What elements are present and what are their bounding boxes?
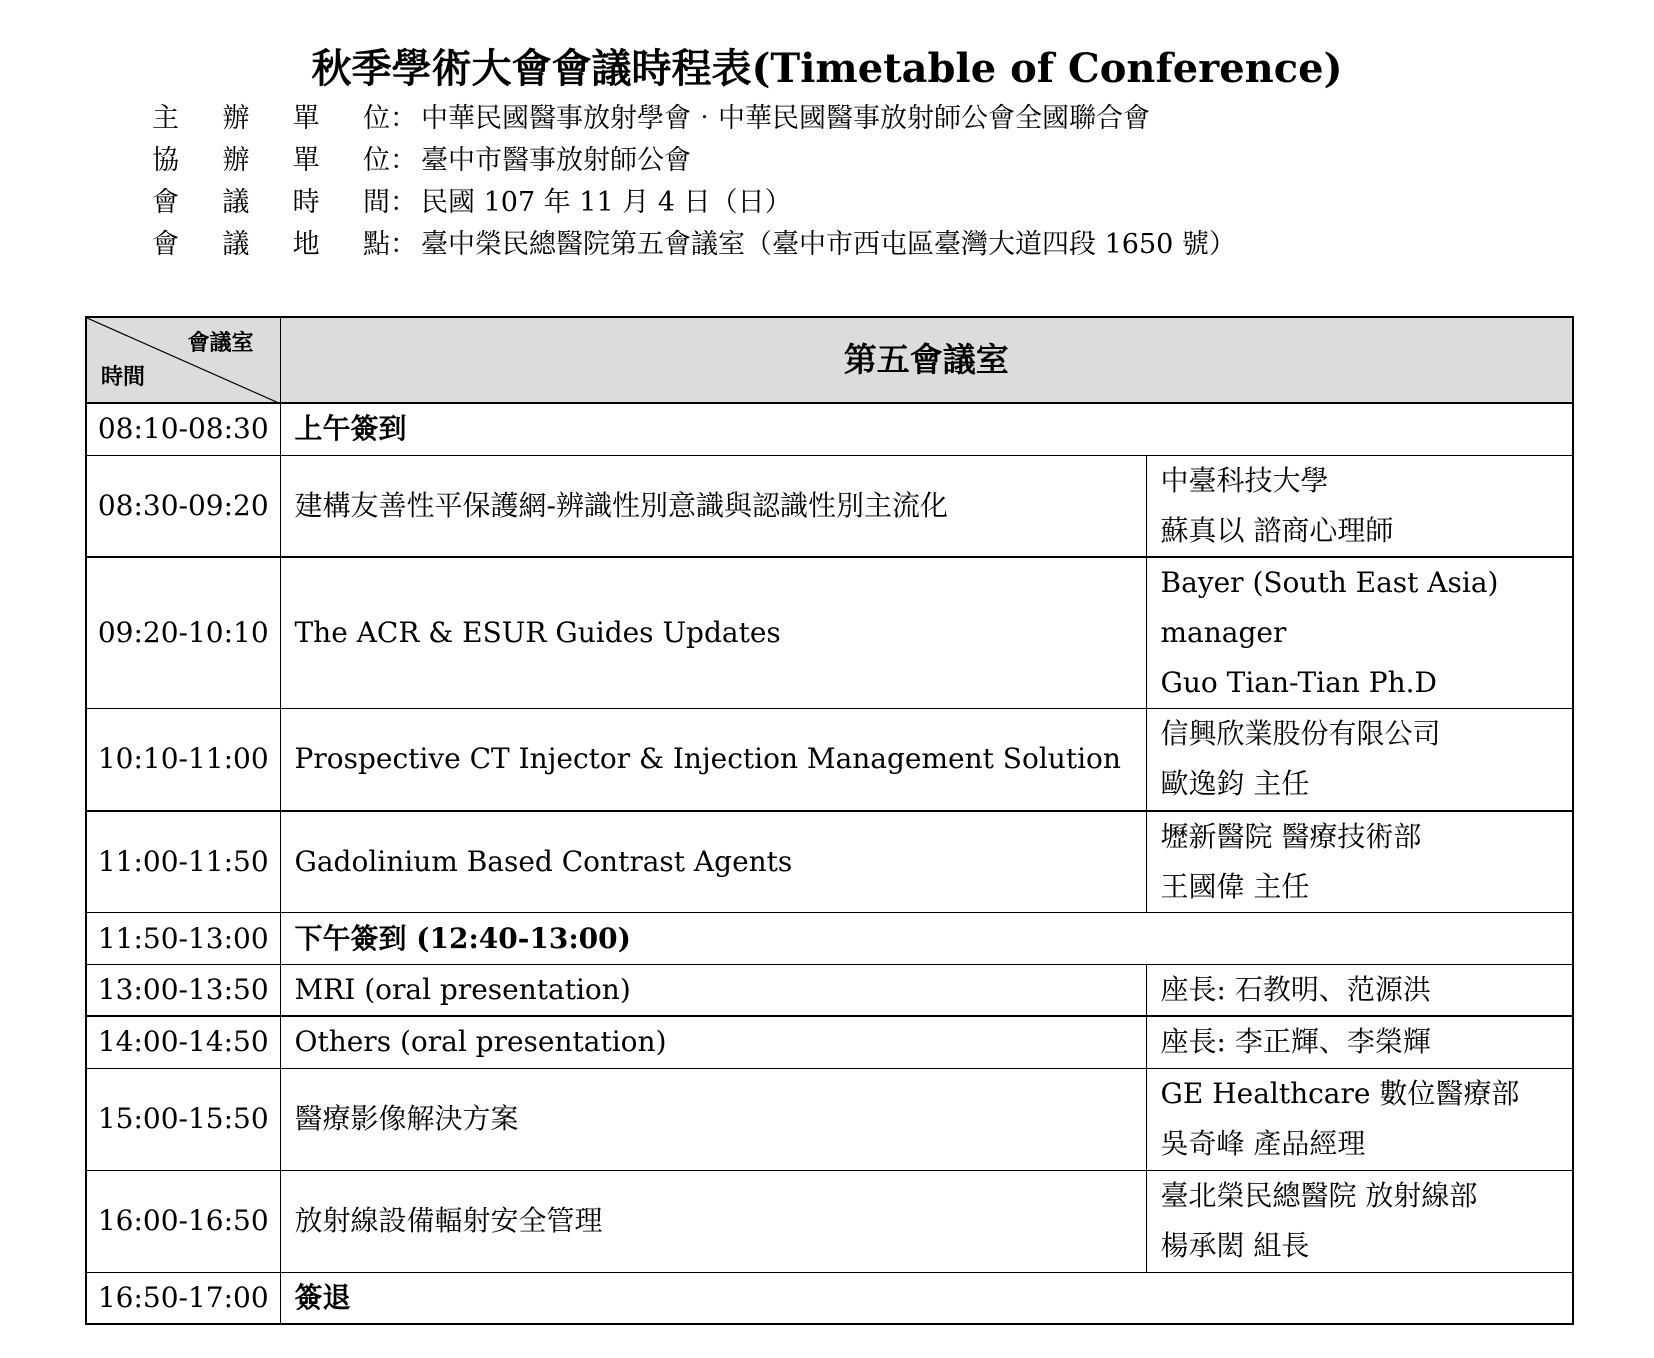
info-value: 臺中市醫事放射師公會 <box>421 145 691 176</box>
time-cell: 11:00-11:50 <box>86 811 280 913</box>
table-row <box>86 557 1573 709</box>
topic-cell: 下午簽到 (12:40-13:00) <box>280 913 1573 965</box>
corner-cell <box>86 317 280 403</box>
table-row <box>86 811 1573 913</box>
speaker-line: 信興欣業股份有限公司 <box>1160 717 1441 751</box>
info-row-venue <box>152 224 1236 266</box>
speaker-line: 歐逸鈞 主任 <box>1160 767 1310 801</box>
info-label: 協 辦 單 位 <box>152 145 390 176</box>
speaker-line: 王國偉 主任 <box>1160 869 1310 903</box>
timetable <box>85 316 1574 1325</box>
speaker-line: 壢新醫院 醫療技術部 <box>1160 819 1422 853</box>
speaker-line: GE Healthcare 數位醫療部 <box>1160 1077 1520 1110</box>
time-cell: 15:00-15:50 <box>86 1068 280 1170</box>
room-header: 第五會議室 <box>280 317 1573 403</box>
table-row <box>86 1170 1573 1272</box>
info-label: 會 議 時 間 <box>152 187 390 218</box>
speaker-line: 吳奇峰 產品經理 <box>1160 1127 1366 1160</box>
info-separator: ： <box>390 145 417 176</box>
speaker-cell <box>1146 455 1573 557</box>
time-cell: 09:20-10:10 <box>86 557 280 709</box>
speaker-line: 臺北榮民總醫院 放射線部 <box>1160 1179 1478 1212</box>
table-row <box>86 1068 1573 1170</box>
speaker-line: manager <box>1160 615 1287 649</box>
info-value: 中華民國醫事放射學會‧中華民國醫事放射師公會全國聯合會 <box>421 103 1150 134</box>
info-row-date <box>152 182 1236 224</box>
time-cell: 14:00-14:50 <box>86 1016 280 1068</box>
speaker-cell <box>1146 709 1573 811</box>
time-cell: 16:50-17:00 <box>86 1272 280 1324</box>
corner-room-label: 會議室 <box>187 330 254 356</box>
time-cell: 16:00-16:50 <box>86 1170 280 1272</box>
info-value: 民國 107 年 11 月 4 日（日） <box>421 187 792 218</box>
table-row <box>86 913 1573 965</box>
speaker-cell <box>1146 1016 1573 1068</box>
time-cell: 10:10-11:00 <box>86 709 280 811</box>
speaker-line: 中臺科技大學 <box>1160 463 1329 497</box>
table-row <box>86 1272 1573 1324</box>
page-title: 秋季學術大會會議時程表(Timetable of Conference) <box>311 45 1343 92</box>
speaker-line: 座長: 李正輝、李榮輝 <box>1160 1025 1431 1059</box>
topic-cell: The ACR & ESUR Guides Updates <box>280 557 1146 709</box>
table-row <box>86 455 1573 557</box>
corner-time-label: 時間 <box>101 364 146 390</box>
info-row-organizer <box>152 98 1236 140</box>
speaker-cell <box>1146 557 1573 709</box>
time-cell: 11:50-13:00 <box>86 913 280 965</box>
topic-cell: Prospective CT Injector & Injection Management Solution <box>280 709 1146 811</box>
topic-cell: 醫療影像解決方案 <box>280 1068 1146 1170</box>
speaker-cell <box>1146 811 1573 913</box>
topic-cell: Others (oral presentation) <box>280 1016 1146 1068</box>
topic-cell: 上午簽到 <box>280 403 1573 455</box>
info-value: 臺中榮民總醫院第五會議室（臺中市西屯區臺灣大道四段 1650 號） <box>421 229 1236 260</box>
info-separator: ： <box>390 103 417 134</box>
info-label: 主 辦 單 位 <box>152 103 390 134</box>
conference-info <box>152 98 1236 266</box>
speaker-line: Bayer (South East Asia) <box>1160 565 1499 599</box>
topic-cell: 放射線設備輻射安全管理 <box>280 1170 1146 1272</box>
table-row <box>86 1016 1573 1068</box>
time-cell: 08:10-08:30 <box>86 403 280 455</box>
table-row <box>86 403 1573 455</box>
time-cell: 08:30-09:20 <box>86 455 280 557</box>
speaker-line: 楊承閎 組長 <box>1160 1229 1310 1262</box>
table-row <box>86 965 1573 1017</box>
speaker-cell <box>1146 1068 1573 1170</box>
info-separator: ： <box>390 229 417 260</box>
topic-cell: MRI (oral presentation) <box>280 965 1146 1017</box>
speaker-line: Guo Tian-Tian Ph.D <box>1160 665 1437 699</box>
header-row <box>86 317 1573 403</box>
speaker-cell <box>1146 965 1573 1017</box>
speaker-cell <box>1146 1170 1573 1272</box>
info-row-co-organizer <box>152 140 1236 182</box>
time-cell: 13:00-13:50 <box>86 965 280 1017</box>
speaker-line: 座長: 石教明、范源洪 <box>1160 973 1431 1006</box>
speaker-line: 蘇真以 諮商心理師 <box>1160 513 1394 547</box>
info-label: 會 議 地 點 <box>152 229 390 260</box>
table-row <box>86 709 1573 811</box>
topic-cell: 建構友善性平保護網-辨識性別意識與認識性別主流化 <box>280 455 1146 557</box>
topic-cell: Gadolinium Based Contrast Agents <box>280 811 1146 913</box>
info-separator: ： <box>390 187 417 218</box>
topic-cell: 簽退 <box>280 1272 1573 1324</box>
